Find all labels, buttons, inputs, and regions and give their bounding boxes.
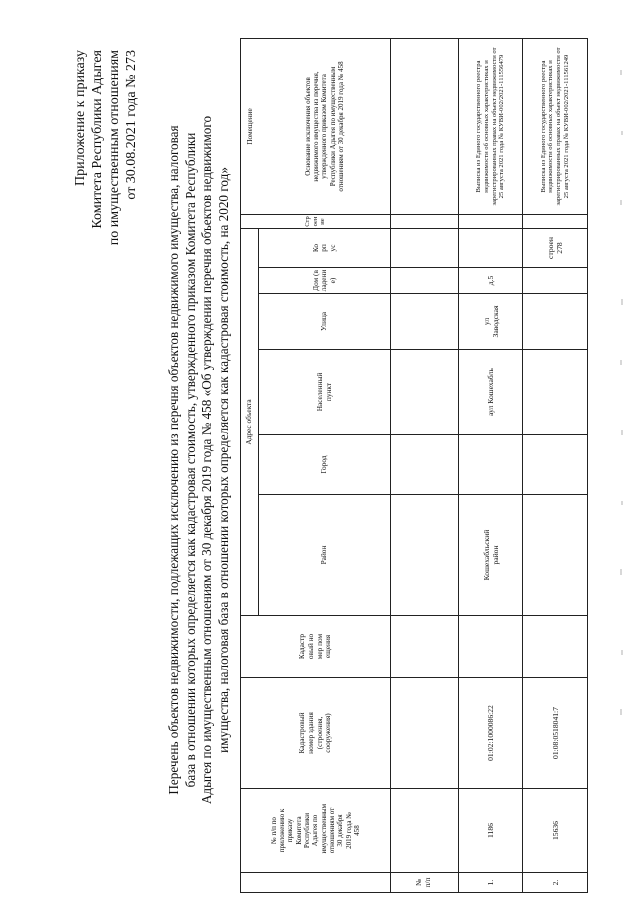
header-cadastral-room: Кадастровый номер помещения — [297, 633, 333, 660]
scan-artifact — [620, 200, 622, 205]
row1-cadastral-number: 01:02:1000086:22 — [486, 705, 495, 761]
scan-artifact — [620, 569, 622, 575]
row1-basis: Выписка из Единого государственного реестра недвижимости об основных характеристиках и зарегистрированных правах на объект недвижимости от 25 августа 2021 года № КУВИ-002/2021-111556479 — [475, 47, 506, 206]
title-line-3: Адыгея по имущественным отношениям от 30 декабря 2019 года № 458 «Об утверждении перечня объектов недвижимого — [199, 115, 214, 805]
header-line-2: Комитета Республики Адыгея — [90, 50, 105, 229]
header-line-4: от 30.08.2021 года № 273 — [124, 50, 139, 200]
header-city: Город — [319, 455, 329, 474]
scan-artifact — [621, 430, 623, 435]
row2-order-number: 15636 — [550, 821, 560, 840]
scan-artifact — [621, 299, 623, 305]
header-address: Адрес объекта — [244, 399, 254, 445]
title-line-1: Перечень объектов недвижимости, подлежащих исключению из перечня объектов недвижимого имущества, налоговая — [166, 125, 181, 795]
header-district: Район — [319, 545, 329, 565]
header-house: Дом (владение) — [310, 269, 337, 292]
scan-artifact — [620, 70, 622, 75]
header-building: Строение — [304, 216, 327, 227]
header-locality: Населенный пункт — [314, 372, 333, 412]
row1-locality: аул Кошехабль — [486, 368, 495, 416]
title-line-2: база в отношении которых определяется как кадастровая стоимость, утвержденного приказом Комитета Республики — [182, 132, 198, 788]
header-cadastral-number: Кадастровый номер здания (строения, сооружения) — [297, 712, 333, 754]
row2-no: 2. — [550, 879, 560, 886]
title-line-4: имущества, налоговая база в отношении которых определяется как кадастровая стоимость, на 2020 год» — [215, 167, 231, 753]
scan-artifact — [621, 501, 623, 505]
row1-street: ул Заводская — [481, 305, 500, 338]
header-no: № п/п — [414, 877, 432, 888]
header-line-3: по имущественным отношениям — [107, 50, 122, 246]
header-line-1: Приложение к приказу — [73, 50, 88, 186]
scan-artifact — [621, 131, 623, 135]
header-street: Улица — [319, 311, 329, 332]
row1-house: д.5 — [486, 275, 495, 286]
row1-order-number: 1186 — [486, 823, 495, 838]
header-order-number: № п/п по приложению к приказу Комитета Республики Адыгея по имущественным отношениям от 30 декабря 2019 года № 458 — [269, 803, 361, 854]
row1-no: 1. — [486, 879, 495, 886]
row2-building: строен 278 — [546, 237, 564, 259]
scan-artifact — [620, 709, 622, 715]
row2-cadastral-number: 01:08:0518041:7 — [550, 707, 560, 759]
scan-artifact — [620, 360, 622, 365]
row1-district: Кошехабльский район — [481, 529, 500, 581]
row2-basis: Выписка из Единого государственного реестра недвижимости об основных характеристиках и зарегистрированных правах на объект недвижимости от 25 августа 2021 года № КУВИ-002/2021-111561249 — [539, 47, 570, 206]
header-basis: Основание исключения объектов недвижимого имущества из перечня, утвержденного приказом Комитета Республики Адыгея по имущественным отношениям от 30 декабря 2019 года № 458 — [303, 61, 345, 192]
scan-artifact — [621, 650, 623, 655]
header-corpus: Корпус — [310, 243, 337, 253]
header-room: Помещение — [244, 108, 254, 145]
